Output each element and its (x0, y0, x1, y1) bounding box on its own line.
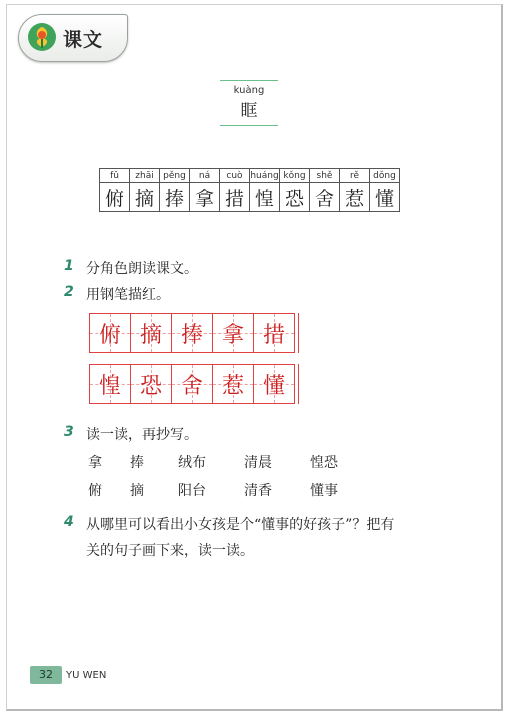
tracing-cell (172, 365, 213, 403)
hanzi-cell: 俯 (100, 183, 130, 212)
word: 绒布 (178, 455, 206, 471)
hanzi-row (100, 183, 400, 212)
tracing-grid (89, 364, 295, 404)
trace-character: 惶 (98, 373, 121, 399)
word: 惶恐 (310, 455, 338, 471)
pinyin-cell: cuò (220, 169, 250, 183)
hanzi-cell: 捧 (160, 183, 190, 212)
page-number: 32 (30, 666, 62, 684)
divider (220, 125, 278, 126)
trace-character: 恐 (139, 373, 162, 399)
pinyin-cell: zhāi (130, 169, 160, 183)
lesson-header-badge (18, 14, 128, 62)
hanzi-cell: 拿 (190, 183, 220, 212)
pinyin-cell: rě (340, 169, 370, 183)
tracing-cell (90, 365, 131, 403)
tracing-cell (254, 365, 294, 403)
task-text: 分角色朗读课文。 (86, 261, 198, 277)
word-row (0, 452, 508, 472)
pinyin-cell: huáng (250, 170, 279, 181)
trace-character: 措 (262, 322, 285, 348)
word: 懂事 (310, 483, 338, 499)
word: 清晨 (244, 455, 272, 471)
tracing-cell (213, 365, 254, 403)
pinyin-cell: ná (190, 169, 220, 183)
pinyin-cell: kǒng (280, 169, 310, 183)
trace-character: 捧 (180, 322, 203, 348)
tracing-cell (90, 314, 131, 352)
lesson-label: 课文 (63, 29, 104, 51)
tracing-grid (89, 313, 295, 353)
flower-icon (27, 22, 57, 52)
tracing-cell (131, 365, 172, 403)
word: 捧 (130, 455, 144, 471)
trace-character: 拿 (221, 322, 244, 348)
task-number: 4 (64, 514, 74, 530)
grid-margin-line (298, 364, 299, 404)
tracing-cell (131, 314, 172, 352)
hanzi-cell: 懂 (370, 183, 400, 212)
grid-margin-line (298, 313, 299, 353)
subject-label: YU WEN (66, 670, 107, 681)
task-text: 从哪里可以看出小女孩是个“懂事的好孩子”？把有 (86, 517, 395, 533)
word-row (0, 480, 508, 500)
hanzi-cell: 舍 (310, 183, 340, 212)
task-number: 3 (64, 424, 74, 440)
tracing-cell (213, 314, 254, 352)
hanzi-cell: 措 (220, 183, 250, 212)
task-number: 1 (64, 258, 74, 274)
pinyin-cell: pěng (160, 169, 190, 183)
word: 俯 (88, 483, 102, 499)
task-text: 关的句子画下来，读一读。 (86, 543, 254, 559)
word: 清香 (244, 483, 272, 499)
task-text: 读一读，再抄写。 (86, 427, 198, 443)
tracing-cell (172, 314, 213, 352)
pinyin-row (100, 169, 400, 183)
pinyin-cell: shě (310, 169, 340, 183)
task-text: 用钢笔描红。 (86, 287, 170, 303)
new-word-character: 眶 (240, 101, 258, 121)
trace-character: 惹 (221, 373, 244, 399)
new-word-pinyin: kuàng (233, 85, 265, 96)
word: 拿 (88, 455, 102, 471)
tracing-cell (254, 314, 294, 352)
hanzi-cell: 恐 (280, 183, 310, 212)
pinyin-cell: fǔ (100, 169, 130, 183)
trace-character: 摘 (139, 322, 162, 348)
trace-character: 舍 (180, 373, 203, 399)
word: 摘 (130, 483, 144, 499)
new-word-box (220, 80, 278, 126)
task-number: 2 (64, 284, 74, 300)
pinyin-cell: dǒng (370, 169, 400, 183)
divider (220, 80, 278, 81)
character-table (99, 168, 400, 212)
hanzi-cell: 惶 (250, 183, 280, 212)
word: 阳台 (178, 483, 206, 499)
hanzi-cell: 摘 (130, 183, 160, 212)
hanzi-cell: 惹 (340, 183, 370, 212)
trace-character: 懂 (262, 373, 285, 399)
trace-character: 俯 (98, 322, 121, 348)
